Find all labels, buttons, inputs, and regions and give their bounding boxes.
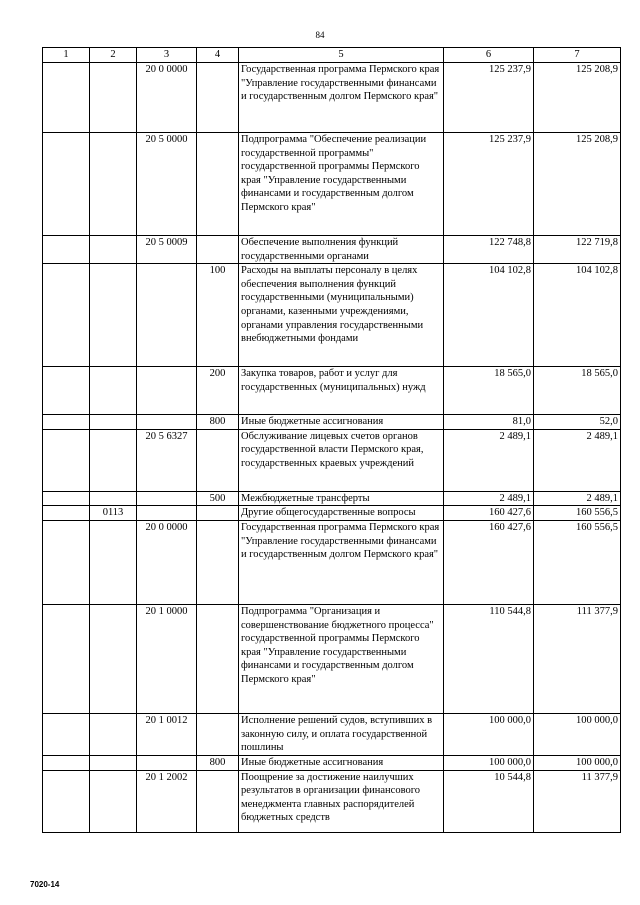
- header-cell: 3: [137, 48, 197, 63]
- cell-target-article: 20 1 0012: [137, 713, 197, 755]
- cell-amount-2: 160 556,5: [534, 506, 621, 521]
- cell-amount-2: 100 000,0: [534, 713, 621, 755]
- cell-name: Расходы на выплаты персоналу в целях обеспечения выполнения функций государственными (муниципальными) органами, казенными учреждениями, органами управления государственными внебюджетными фондами: [239, 264, 444, 367]
- cell-name: Поощрение за достижение наилучших результатов в организации финансового менеджмента главных распорядителей бюджетных средств: [239, 770, 444, 832]
- table-row: [43, 604, 621, 713]
- cell-subsection: [90, 429, 137, 491]
- cell-expense-type: [197, 63, 239, 133]
- table-row: [43, 770, 621, 832]
- cell-expense-type: [197, 770, 239, 832]
- table-row: [43, 506, 621, 521]
- header-cell: 2: [90, 48, 137, 63]
- cell-target-article: 20 5 6327: [137, 429, 197, 491]
- cell-name: Подпрограмма "Обеспечение реализации государственной программы" государственной программы Пермского края "Управление государственными финансами и государственным долгом Пермского края": [239, 133, 444, 236]
- cell-amount-1: 125 237,9: [444, 63, 534, 133]
- header-row: [43, 48, 621, 63]
- cell-name: Закупка товаров, работ и услуг для государственных (муниципальных) нужд: [239, 367, 444, 415]
- cell-amount-2: 18 565,0: [534, 367, 621, 415]
- cell-amount-2: 104 102,8: [534, 264, 621, 367]
- header-cell: 7: [534, 48, 621, 63]
- cell-expense-type: 100: [197, 264, 239, 367]
- budget-table: [42, 47, 621, 833]
- cell-amount-1: 125 237,9: [444, 133, 534, 236]
- cell-target-article: [137, 506, 197, 521]
- cell-section: [43, 264, 90, 367]
- cell-amount-1: 100 000,0: [444, 755, 534, 770]
- table-row: [43, 713, 621, 755]
- cell-expense-type: 500: [197, 491, 239, 506]
- header-cell: 1: [43, 48, 90, 63]
- cell-subsection: [90, 713, 137, 755]
- cell-amount-1: 122 748,8: [444, 236, 534, 264]
- cell-section: [43, 770, 90, 832]
- cell-expense-type: [197, 236, 239, 264]
- cell-amount-2: 125 208,9: [534, 63, 621, 133]
- cell-expense-type: [197, 520, 239, 604]
- cell-amount-1: 81,0: [444, 415, 534, 430]
- cell-amount-2: 111 377,9: [534, 604, 621, 713]
- cell-amount-1: 160 427,6: [444, 506, 534, 521]
- cell-amount-2: 122 719,8: [534, 236, 621, 264]
- table-row: [43, 415, 621, 430]
- header-cell: 6: [444, 48, 534, 63]
- header-cell: 5: [239, 48, 444, 63]
- cell-amount-2: 2 489,1: [534, 491, 621, 506]
- cell-target-article: [137, 491, 197, 506]
- cell-subsection: [90, 264, 137, 367]
- table-row: [43, 520, 621, 604]
- cell-target-article: [137, 755, 197, 770]
- cell-subsection: [90, 491, 137, 506]
- cell-target-article: 20 1 0000: [137, 604, 197, 713]
- cell-subsection: [90, 236, 137, 264]
- cell-name: Другие общегосударственные вопросы: [239, 506, 444, 521]
- cell-target-article: 20 1 2002: [137, 770, 197, 832]
- cell-section: [43, 415, 90, 430]
- cell-target-article: [137, 264, 197, 367]
- cell-subsection: [90, 604, 137, 713]
- cell-name: Иные бюджетные ассигнования: [239, 415, 444, 430]
- cell-target-article: 20 5 0009: [137, 236, 197, 264]
- cell-section: [43, 520, 90, 604]
- cell-section: [43, 63, 90, 133]
- table-row: [43, 429, 621, 491]
- cell-amount-1: 2 489,1: [444, 491, 534, 506]
- cell-amount-2: 52,0: [534, 415, 621, 430]
- table-row: [43, 491, 621, 506]
- cell-expense-type: 200: [197, 367, 239, 415]
- cell-section: [43, 133, 90, 236]
- cell-amount-1: 104 102,8: [444, 264, 534, 367]
- cell-name: Подпрограмма "Организация и совершенствование бюджетного процесса" государственной программы Пермского края "Управление государственными финансами и государственным долгом Пермского края": [239, 604, 444, 713]
- cell-subsection: [90, 770, 137, 832]
- cell-target-article: 20 5 0000: [137, 133, 197, 236]
- table-row: [43, 264, 621, 367]
- cell-section: [43, 604, 90, 713]
- cell-name: Межбюджетные трансферты: [239, 491, 444, 506]
- cell-amount-1: 110 544,8: [444, 604, 534, 713]
- footer-code: 7020-14: [30, 880, 60, 889]
- cell-target-article: 20 0 0000: [137, 63, 197, 133]
- cell-target-article: [137, 367, 197, 415]
- cell-target-article: 20 0 0000: [137, 520, 197, 604]
- cell-expense-type: [197, 133, 239, 236]
- cell-expense-type: 800: [197, 755, 239, 770]
- table-row: [43, 367, 621, 415]
- table-row: [43, 63, 621, 133]
- cell-section: [43, 367, 90, 415]
- cell-subsection: [90, 367, 137, 415]
- cell-amount-1: 160 427,6: [444, 520, 534, 604]
- cell-name: Обслуживание лицевых счетов органов государственной власти Пермского края, государственных краевых учреждений: [239, 429, 444, 491]
- cell-name: Государственная программа Пермского края "Управление государственными финансами и государственным долгом Пермского края": [239, 63, 444, 133]
- cell-name: Обеспечение выполнения функций государственными органами: [239, 236, 444, 264]
- cell-section: [43, 491, 90, 506]
- page-number: 84: [315, 30, 325, 40]
- cell-name: Государственная программа Пермского края "Управление государственными финансами и государственным долгом Пермского края": [239, 520, 444, 604]
- cell-name: Исполнение решений судов, вступивших в законную силу, и оплата государственной пошлины: [239, 713, 444, 755]
- cell-amount-1: 10 544,8: [444, 770, 534, 832]
- cell-section: [43, 429, 90, 491]
- cell-expense-type: [197, 604, 239, 713]
- cell-subsection: 0113: [90, 506, 137, 521]
- cell-section: [43, 713, 90, 755]
- cell-expense-type: [197, 429, 239, 491]
- cell-subsection: [90, 755, 137, 770]
- cell-amount-2: 100 000,0: [534, 755, 621, 770]
- table-row: [43, 236, 621, 264]
- table-row: [43, 133, 621, 236]
- cell-section: [43, 506, 90, 521]
- cell-amount-1: 18 565,0: [444, 367, 534, 415]
- cell-subsection: [90, 133, 137, 236]
- cell-section: [43, 236, 90, 264]
- cell-expense-type: 800: [197, 415, 239, 430]
- cell-expense-type: [197, 506, 239, 521]
- cell-amount-2: 2 489,1: [534, 429, 621, 491]
- cell-amount-2: 160 556,5: [534, 520, 621, 604]
- cell-name: Иные бюджетные ассигнования: [239, 755, 444, 770]
- cell-subsection: [90, 63, 137, 133]
- table-row: [43, 755, 621, 770]
- cell-subsection: [90, 415, 137, 430]
- cell-expense-type: [197, 713, 239, 755]
- cell-amount-2: 11 377,9: [534, 770, 621, 832]
- header-cell: 4: [197, 48, 239, 63]
- cell-target-article: [137, 415, 197, 430]
- cell-amount-1: 100 000,0: [444, 713, 534, 755]
- cell-amount-1: 2 489,1: [444, 429, 534, 491]
- cell-amount-2: 125 208,9: [534, 133, 621, 236]
- cell-subsection: [90, 520, 137, 604]
- cell-section: [43, 755, 90, 770]
